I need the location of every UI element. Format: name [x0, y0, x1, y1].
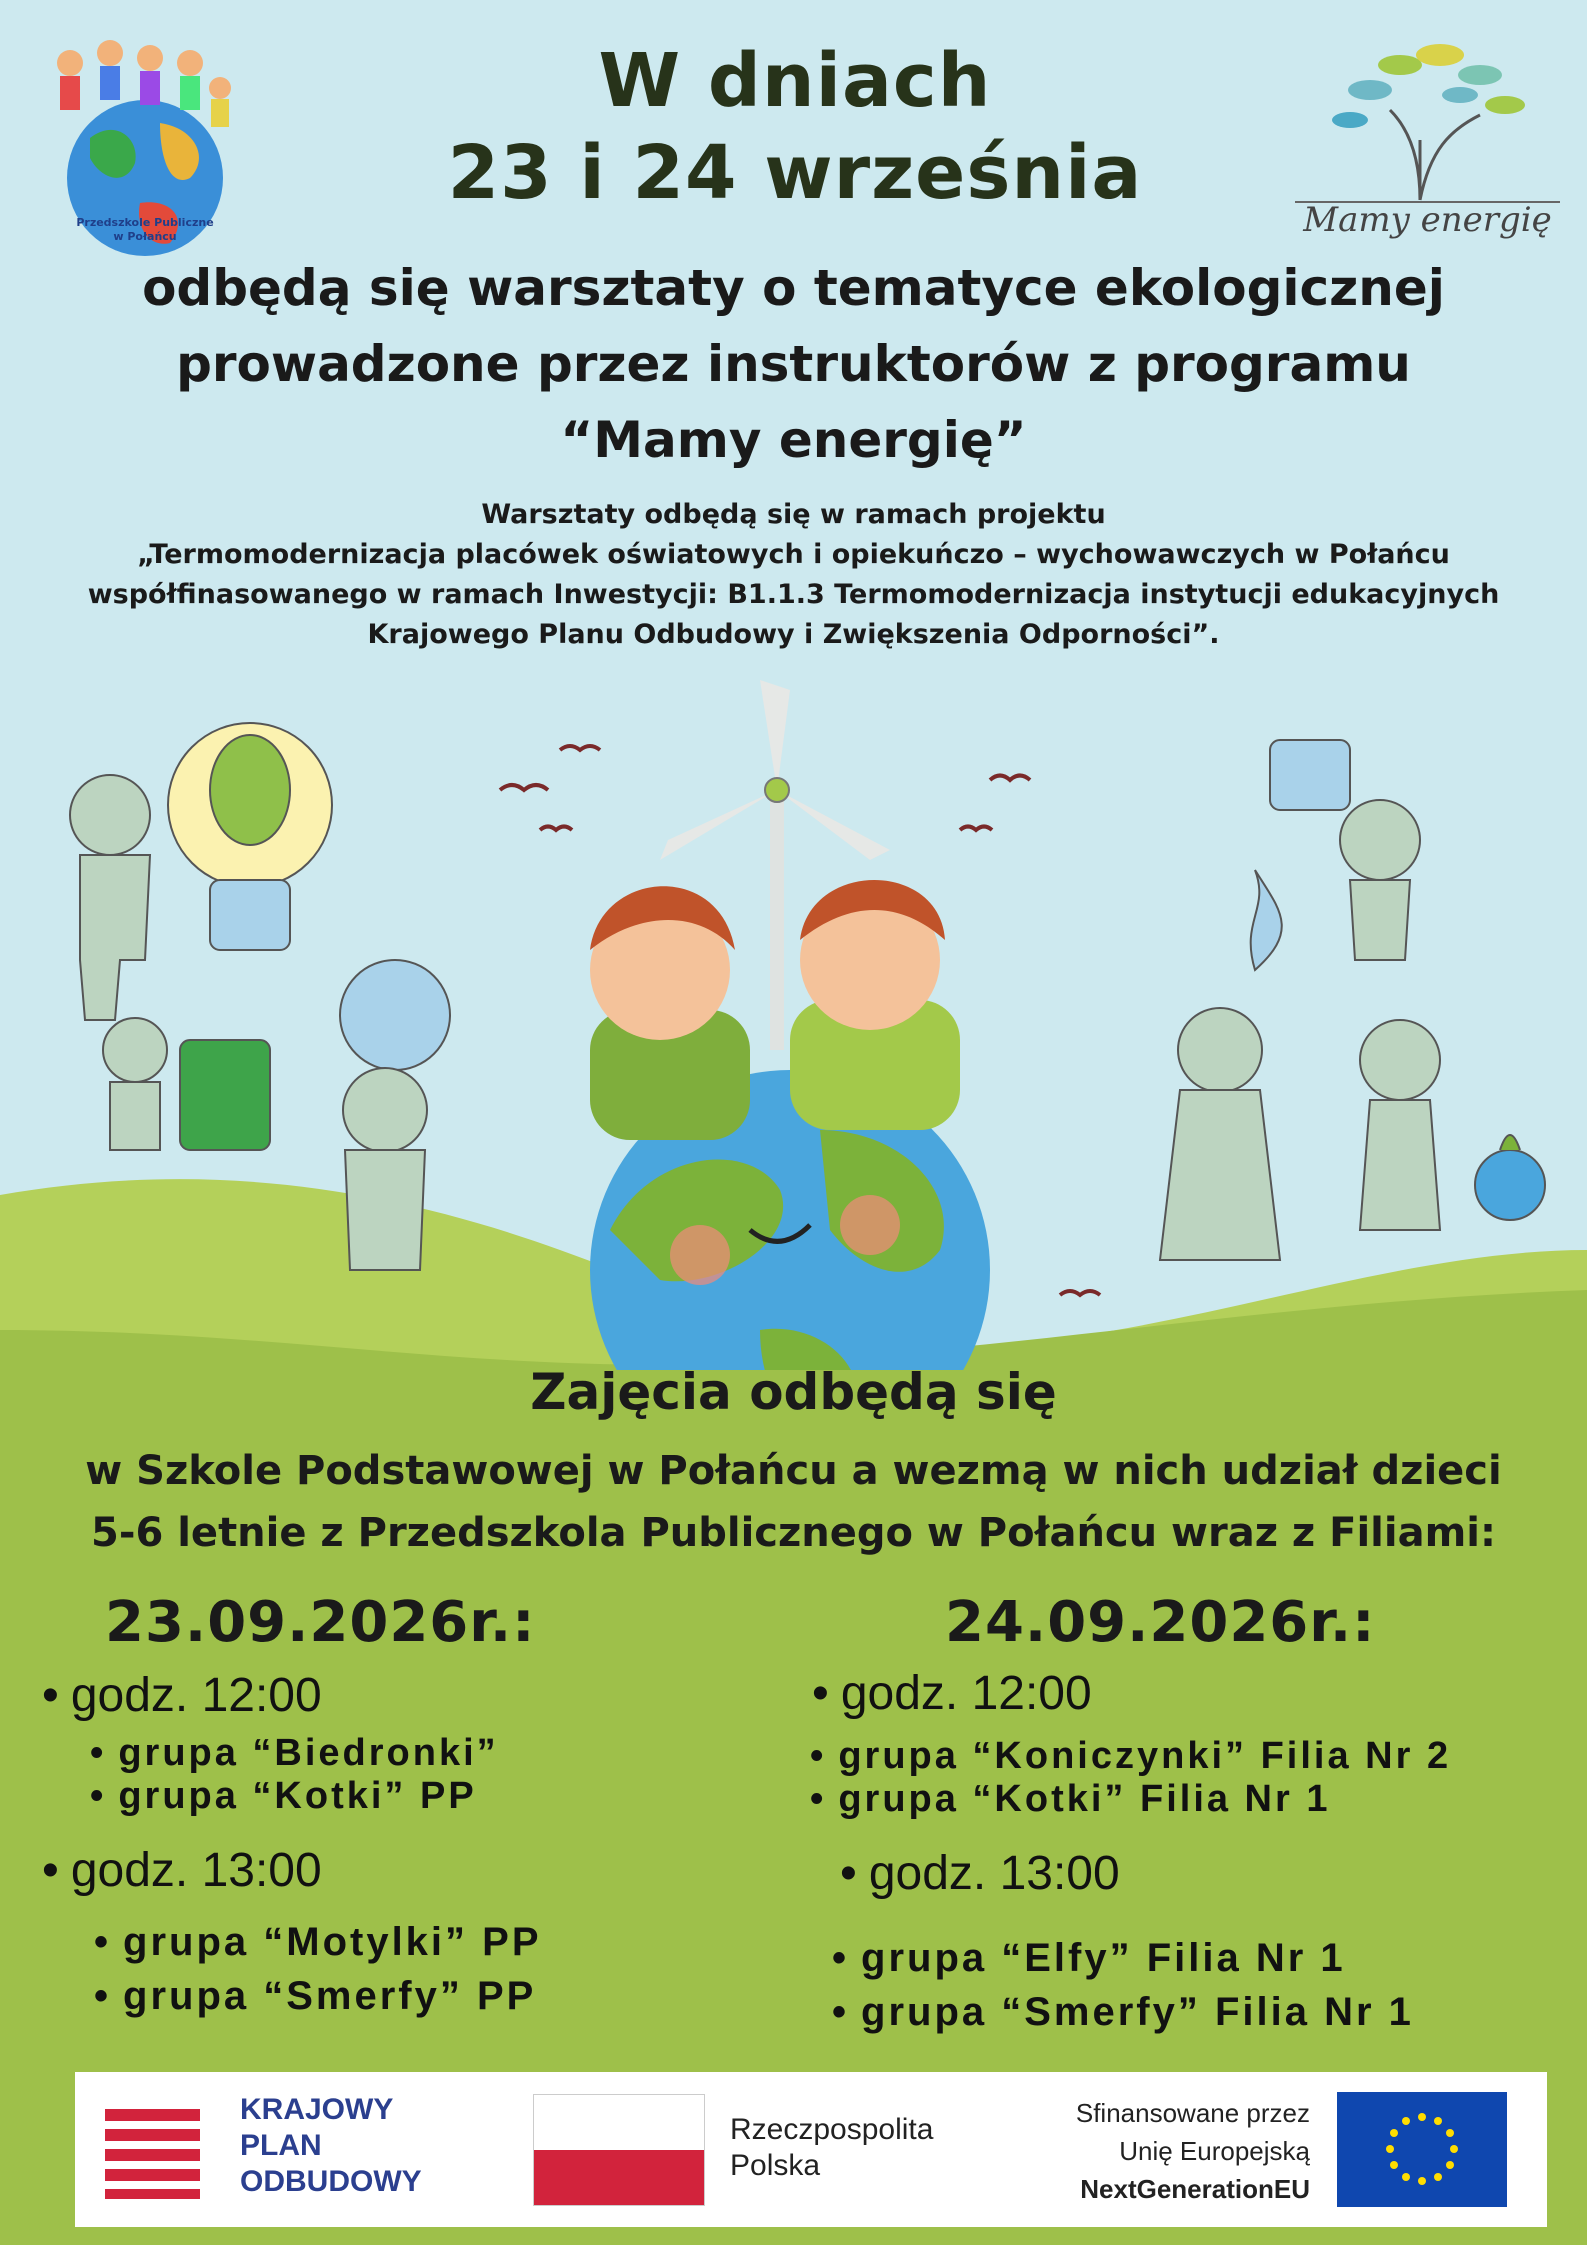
schedule-left-date: 23.09.2026r.:: [105, 1590, 536, 1655]
kpo-line-1: KRAJOWY: [240, 2093, 394, 2126]
rp-line-1: Rzeczpospolita: [730, 2113, 934, 2146]
schedule-right-group-4: • grupa “Smerfy” Filia Nr 1: [832, 1990, 1414, 2035]
sponsor-bar: [75, 2072, 1547, 2227]
schedule-left-group-1: • grupa “Biedronki”: [90, 1732, 499, 1775]
figures-left: [70, 723, 450, 1270]
schedule-right-date: 24.09.2026r.:: [945, 1590, 1376, 1655]
kpo-logo-text: [240, 2092, 422, 2200]
preschool-logo-text-2: w Połańcu: [113, 230, 177, 243]
figures-right: [1160, 740, 1545, 1260]
project-line-3: współfinasowanego w ramach Inwestycji: B1.1.3 Termomodernizacja instytucji edukacyjnych: [87, 579, 1500, 610]
schedule-left-group-2: • grupa “Kotki” PP: [90, 1775, 477, 1818]
schedule-right-group-3: • grupa “Elfy” Filia Nr 1: [832, 1936, 1346, 1981]
preschool-logo: [20, 18, 240, 268]
program-logo-text: Mamy energię: [1303, 200, 1552, 240]
kpo-line-3: ODBUDOWY: [240, 2165, 422, 2198]
eu-text: [1000, 2094, 1310, 2208]
rp-line-2: Polska: [730, 2149, 821, 2182]
project-line-2: „Termomodernizacja placówek oświatowych i opiekuńczo – wychowawczych w Połańcu: [137, 539, 1450, 570]
schedule-left-hour-2: • godz. 13:00: [42, 1843, 322, 1898]
kpo-logo-icon: [105, 2094, 215, 2204]
info-text: [40, 1440, 1547, 1564]
title-line-1: W dniach: [598, 38, 992, 124]
subtitle-line-3: “Mamy energię”: [560, 411, 1027, 469]
schedule-right-group-2: • grupa “Kotki” Filia Nr 1: [810, 1778, 1330, 1821]
eu-line-3: NextGenerationEU: [1080, 2174, 1310, 2204]
kpo-line-2: PLAN: [240, 2129, 322, 2162]
eu-line-2: Unię Europejską: [1119, 2136, 1310, 2166]
schedule-right-group-1: • grupa “Koniczynki” Filia Nr 2: [810, 1735, 1451, 1778]
info-heading: Zajęcia odbędą się: [530, 1363, 1057, 1421]
preschool-logo-text-1: Przedszkole Publiczne: [76, 216, 214, 229]
schedule-right-hour-2: • godz. 13:00: [840, 1846, 1120, 1901]
project-line-4: Krajowego Planu Odbudowy i Zwiększenia Odporności”.: [367, 619, 1220, 650]
schedule-right-hour-1: • godz. 12:00: [812, 1666, 1092, 1721]
project-description: [60, 495, 1527, 655]
subtitle-line-1: odbędą się warsztaty o tematyce ekologicznej: [142, 259, 1445, 317]
schedule-left-hour-1: • godz. 12:00: [42, 1668, 322, 1723]
program-logo: [1290, 20, 1565, 260]
info-line-2: 5-6 letnie z Przedszkola Publicznego w Połańcu wraz z Filiami:: [91, 1510, 1496, 1556]
info-line-1: w Szkole Podstawowej w Połańcu a wezmą w nich udział dzieci: [85, 1448, 1502, 1494]
schedule-left-group-4: • grupa “Smerfy” PP: [94, 1974, 536, 2019]
subtitle-line-2: prowadzone przez instruktorów z programu: [176, 335, 1411, 393]
eu-line-1: Sfinansowane przez: [1075, 2098, 1310, 2128]
project-line-1: Warsztaty odbędą się w ramach projektu: [481, 499, 1106, 530]
page-title: [300, 35, 1290, 219]
title-line-2: 23 i 24 września: [447, 130, 1143, 216]
schedule-left-group-3: • grupa “Motylki” PP: [94, 1920, 542, 1965]
subtitle: [60, 250, 1527, 478]
rp-text: [730, 2112, 933, 2184]
eco-illustration: [0, 670, 1587, 1370]
poland-flag-icon: [533, 2094, 705, 2206]
eu-flag-icon: [1337, 2092, 1507, 2207]
